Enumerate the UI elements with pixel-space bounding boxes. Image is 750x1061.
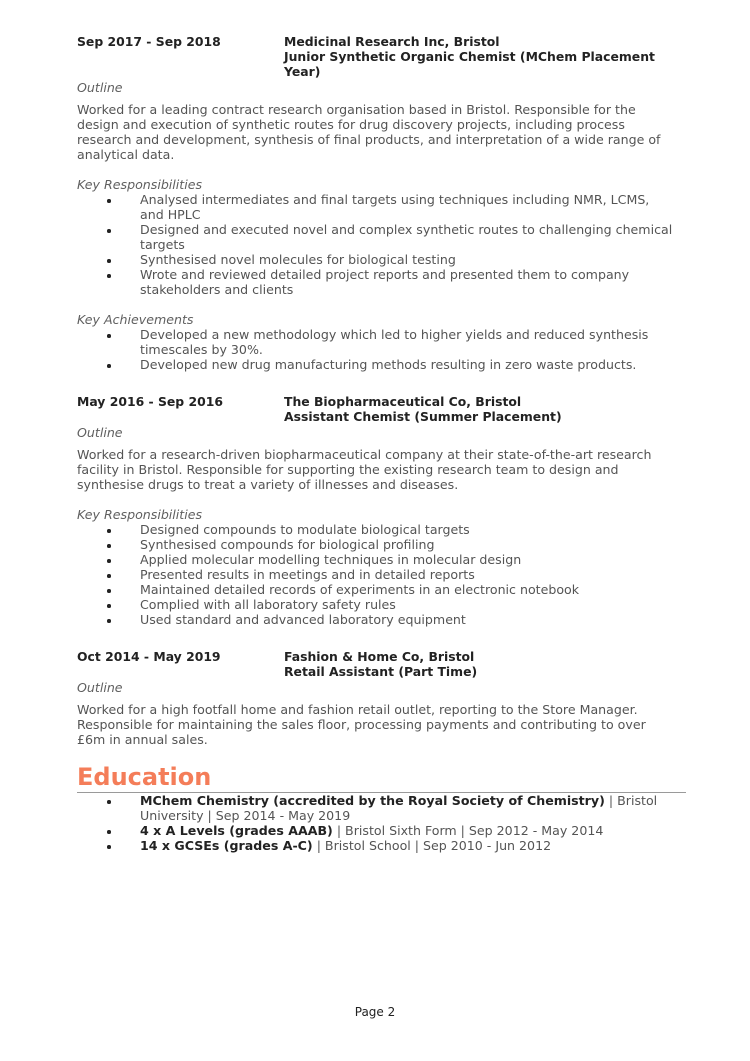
education-details: | Bristol University | Sep 2014 - May 2019 — [140, 793, 658, 823]
outline-label: Outline — [77, 80, 123, 95]
education-heading: Education — [77, 762, 686, 793]
responsibilities-list — [77, 192, 673, 297]
outline-label: Outline — [77, 680, 123, 695]
page-number: Page 2 — [354, 1005, 396, 1019]
education-details: | Bristol Sixth Form | Sep 2012 - May 2014 — [332, 823, 604, 838]
list-item: Synthesised compounds for biological profiling — [77, 537, 673, 552]
outline-text: Worked for a leading contract research organisation based in Bristol. Responsible for the design and execution of synthetic routes for drug discovery projects, including process research and development, synthesis of final products, and interpretation of a wide range of analytical data. — [77, 102, 661, 162]
cv-page — [77, 34, 673, 853]
job-entry — [77, 34, 673, 372]
list-item — [77, 838, 673, 853]
job-dates: Oct 2014 - May 2019 — [77, 649, 221, 664]
job-dates: May 2016 - Sep 2016 — [77, 394, 223, 409]
list-item: Used standard and advanced laboratory equipment — [77, 612, 673, 627]
job-role: Assistant Chemist (Summer Placement) — [284, 409, 562, 424]
outline-text: Worked for a research-driven biopharmaceutical company at their state-of-the-art research facility in Bristol. Responsible for supporting the existing research team to design and synthesise drugs to treat a variety of illnesses and diseases. — [77, 447, 652, 492]
education-title: 4 x A Levels (grades AAAB) — [140, 823, 333, 838]
job-company: The Biopharmaceutical Co, Bristol — [284, 394, 522, 409]
list-item: Complied with all laboratory safety rules — [77, 597, 673, 612]
job-company: Medicinal Research Inc, Bristol — [284, 34, 500, 49]
achievements-label: Key Achievements — [77, 312, 194, 327]
list-item: Designed and executed novel and complex synthetic routes to challenging chemical targets — [77, 222, 673, 252]
list-item: Synthesised novel molecules for biological testing — [77, 252, 673, 267]
job-role: Retail Assistant (Part Time) — [284, 664, 478, 679]
list-item: Developed new drug manufacturing methods resulting in zero waste products. — [77, 357, 673, 372]
list-item: Designed compounds to modulate biological targets — [77, 522, 673, 537]
education-title: 14 x GCSEs (grades A-C) — [140, 838, 313, 853]
responsibilities-list — [77, 522, 673, 627]
outline-text: Worked for a high footfall home and fashion retail outlet, reporting to the Store Manager. Responsible for maintaining the sales floor, processing payments and contributing to over £6m in annual sales. — [77, 702, 646, 747]
achievements-list — [77, 327, 673, 372]
list-item: Applied molecular modelling techniques in molecular design — [77, 552, 673, 567]
list-item: Developed a new methodology which led to higher yields and reduced synthesis timescales by 30%. — [77, 327, 673, 357]
list-item — [77, 823, 673, 838]
list-item: Presented results in meetings and in detailed reports — [77, 567, 673, 582]
outline-label: Outline — [77, 425, 123, 440]
job-dates: Sep 2017 - Sep 2018 — [77, 34, 221, 49]
job-role: Junior Synthetic Organic Chemist (MChem Placement Year) — [284, 49, 655, 79]
job-company: Fashion & Home Co, Bristol — [284, 649, 475, 664]
responsibilities-label: Key Responsibilities — [77, 177, 203, 192]
job-entry — [77, 394, 673, 627]
education-title: MChem Chemistry (accredited by the Royal Society of Chemistry) — [140, 793, 605, 808]
education-details: | Bristol School | Sep 2010 - Jun 2012 — [312, 838, 552, 853]
list-item: Maintained detailed records of experiments in an electronic notebook — [77, 582, 673, 597]
list-item — [77, 793, 673, 823]
responsibilities-label: Key Responsibilities — [77, 507, 203, 522]
list-item: Analysed intermediates and final targets using techniques including NMR, LCMS, and HPLC — [77, 192, 673, 222]
job-entry — [77, 649, 673, 747]
education-list — [77, 793, 673, 853]
list-item: Wrote and reviewed detailed project reports and presented them to company stakeholders and clients — [77, 267, 673, 297]
